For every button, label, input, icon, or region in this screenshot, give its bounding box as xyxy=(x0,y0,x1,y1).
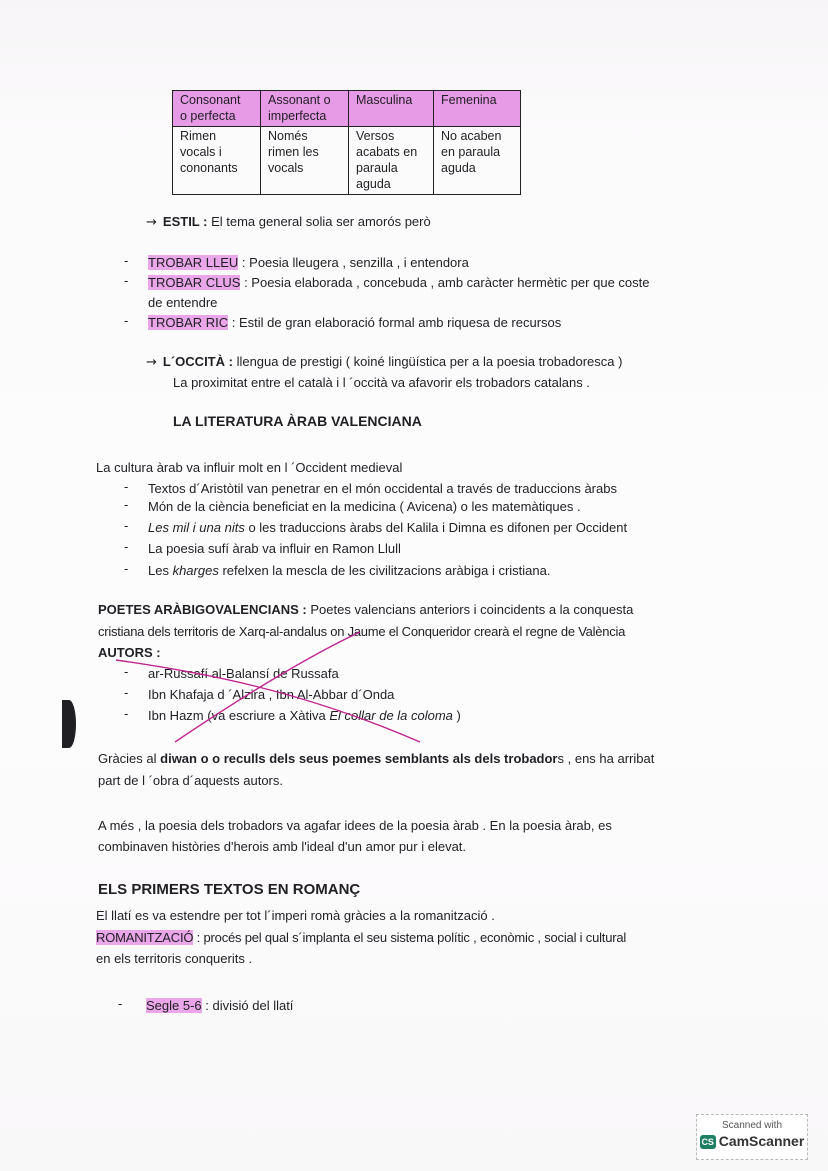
list-dash: - xyxy=(124,479,129,494)
table-header-cell: Assonant o imperfecta xyxy=(261,91,349,127)
arab-item-text: La poesia sufí àrab va influir en Ramon Llull xyxy=(148,541,401,556)
arab-item-text: o les traduccions àrabs del Kalila i Dimna es difonen per Occident xyxy=(244,520,628,535)
camscanner-name xyxy=(697,1133,807,1149)
poetes-line2: cristiana dels territoris de Xarq-al-andalus on Jaume el Conqueridor crearà el regne de València xyxy=(98,624,626,639)
autor-text: Ibn Khafaja d ´Alzira , Ibn Al-Abbar d´Onda xyxy=(148,687,395,702)
segle-text: : divisió del llatí xyxy=(201,998,294,1013)
estil-text: El tema general solia ser amorós però xyxy=(207,214,431,229)
diwan-text: Gràcies al xyxy=(98,751,161,766)
list-dash: - xyxy=(124,518,129,533)
arab-item-text: refelxen la mescla de les civilitzacions aràbiga i cristiana. xyxy=(218,563,551,578)
diwan-bold: diwan o o reculls dels seus poemes semblants als dels trobador xyxy=(160,751,558,766)
list-dash: - xyxy=(124,253,129,268)
trobar-clus-label: TROBAR CLUS xyxy=(148,275,241,290)
camscanner-label: CamScanner xyxy=(718,1133,805,1149)
arab-heading: LA LITERATURA ÀRAB VALENCIANA xyxy=(173,413,422,429)
autor-text: Ibn Hazm (va escriure a Xàtiva xyxy=(148,708,330,723)
camscanner-watermark xyxy=(696,1114,808,1160)
trobar-lleu-text: : Poesia lleugera , senzilla , i entendora xyxy=(238,255,469,270)
arab-item-italic: kharges xyxy=(172,563,219,578)
arab-intro: La cultura àrab va influir molt en l ´Occident medieval xyxy=(96,460,403,475)
ames-line2: combinaven històries d'herois amb l'ideal d'un amor pur i elevat. xyxy=(98,839,467,854)
autor-text: ar-Russafí al-Balansí de Russafa xyxy=(148,666,339,681)
diwan-text: s , ens ha arribat xyxy=(557,751,655,766)
list-dash: - xyxy=(124,273,129,288)
autor-text: ) xyxy=(452,708,461,723)
list-dash: - xyxy=(124,539,129,554)
arab-item-italic: Les mil i una nits xyxy=(148,520,245,535)
list-dash: - xyxy=(118,996,123,1011)
romanc-line3: en els territoris conquerits . xyxy=(96,951,253,966)
camscanner-logo-icon: CS xyxy=(701,1137,714,1147)
poetes-text: Poetes valencians anteriors i coincidents a la conquesta xyxy=(306,602,634,617)
trobar-clus-cont: de entendre xyxy=(148,295,218,310)
table-header-cell: Masculina xyxy=(349,91,434,127)
ames-line1: A més , la poesia dels trobadors va agafar idees de la poesia àrab . En la poesia àrab, es xyxy=(98,818,612,833)
diwan-line2: part de l ´obra d´aquests autors. xyxy=(98,773,283,788)
autor-italic: El collar de la coloma xyxy=(329,708,453,723)
table-header-cell: Consonant o perfecta xyxy=(173,91,261,127)
pen-stroke xyxy=(175,632,360,742)
trobar-ric-text: : Estil de gran elaboració formal amb riquesa de recursos xyxy=(228,315,562,330)
table-cell: No acaben en paraula aguda xyxy=(434,127,521,195)
segle-label: Segle 5-6 xyxy=(146,998,202,1013)
romanitzacio-text: : procés pel qual s´implanta el seu sistema polític , econòmic , social i cultural xyxy=(193,930,627,945)
scanned-with-text: Scanned with xyxy=(721,1120,783,1131)
list-dash: - xyxy=(124,497,129,512)
occita-line2: La proximitat entre el català i l ´occità va afavorir els trobadors catalans . xyxy=(173,375,590,390)
pen-stroke xyxy=(116,660,420,742)
list-dash: - xyxy=(124,706,129,721)
arab-item-text: Món de la ciència beneficiat en la medicina ( Avicena) o les matemàtiques . xyxy=(148,499,581,514)
poetes-label: POETES ARÀBIGOVALENCIANS : xyxy=(98,602,307,617)
table-cell: Només rimen les vocals xyxy=(261,127,349,195)
table-header-cell: Femenina xyxy=(434,91,521,127)
occita-text: llengua de prestigi ( koiné lingüística per a la poesia trobadoresca ) xyxy=(232,354,623,369)
romanc-heading: ELS PRIMERS TEXTOS EN ROMANÇ xyxy=(98,881,361,898)
trobar-lleu-label: TROBAR LLEU xyxy=(148,255,239,270)
romanc-line1: El llatí es va estendre per tot l´imperi romà gràcies a la romanització . xyxy=(96,908,495,923)
list-dash: - xyxy=(124,313,129,328)
list-dash: - xyxy=(124,685,129,700)
list-dash: - xyxy=(124,664,129,679)
occita-label: L´OCCITÀ : xyxy=(162,354,233,369)
list-dash: - xyxy=(124,561,129,576)
romanitzacio-label: ROMANITZACIÓ xyxy=(96,930,194,945)
arrow-icon: → xyxy=(146,355,157,370)
trobar-clus-text: : Poesia elaborada , concebuda , amb caràcter hermètic per que coste xyxy=(240,275,650,290)
arrow-icon: → xyxy=(146,215,157,230)
table-cell: Versos acabats en paraula aguda xyxy=(349,127,434,195)
trobar-ric-label: TROBAR RIC xyxy=(148,315,229,330)
table-cell: Rimen vocals i cononants xyxy=(173,127,261,195)
arab-item-text: Les xyxy=(148,563,173,578)
estil-label: ESTIL : xyxy=(162,214,208,229)
autors-text: AUTORS : xyxy=(98,645,161,660)
arab-item-text: Textos d´Aristòtil van penetrar en el món occidental a través de traduccions àrabs xyxy=(148,481,617,496)
